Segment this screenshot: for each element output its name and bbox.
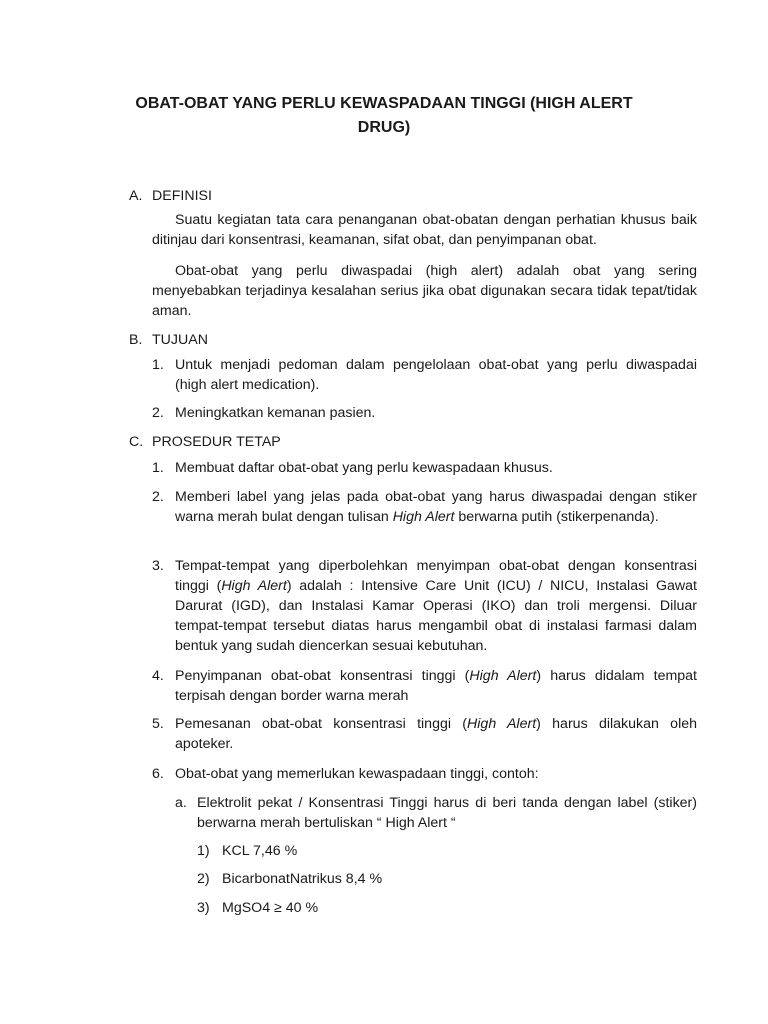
list-item-text: Obat-obat yang memerlukan kewaspadaan tinggi, contoh: xyxy=(175,766,539,782)
section-b-title: TUJUAN xyxy=(152,332,208,348)
list-number: 2. xyxy=(152,405,164,421)
list-number: 6. xyxy=(152,766,164,782)
sub-list-letter: a. xyxy=(175,795,187,811)
section-c-letter: C. xyxy=(129,434,144,450)
high-alert-emphasis: High Alert xyxy=(467,716,537,732)
list-number: 2. xyxy=(152,489,164,505)
list-item-text: Meningkatkan kemanan pasien. xyxy=(175,405,376,421)
high-alert-emphasis: High Alert xyxy=(469,668,537,684)
list-item-text: Memberi label yang jelas pada obat-obat yang harus diwaspadai dengan stiker warna merah bulat dengan tulisan High Alert berwarna putih (stikerpenanda). xyxy=(175,489,697,525)
list-item-text: Tempat-tempat yang diperbolehkan menyimpan obat-obat dengan konsentrasi tinggi (High Alert) adalah : Intensive Care Unit (ICU) / NICU, Instalasi Gawat Darurat (IGD), dan Instalasi Kamar Operasi (IKO) dan troli mergensi. Diluar tempat-tempat tersebut diatas harus mengambil obat di instalasi farmasi dalam bentuk yang sudah diencerkan sesuai kebutuhan. xyxy=(175,558,698,654)
example-number: 2) xyxy=(197,871,210,887)
high-alert-emphasis: High Alert xyxy=(221,578,287,594)
example-number: 1) xyxy=(197,843,210,859)
section-b-letter: B. xyxy=(129,332,143,348)
example-text: BicarbonatNatrikus 8,4 % xyxy=(222,871,383,887)
list-item-text: Membuat daftar obat-obat yang perlu kewaspadaan khusus. xyxy=(175,460,553,476)
definition-paragraph-2: Obat-obat yang perlu diwaspadai (high alert) adalah obat yang sering menyebabkan terjadinya kesalahan serius jika obat digunakan secara tidak tepat/tidak aman. xyxy=(152,263,697,319)
list-number: 3. xyxy=(152,558,164,574)
list-number: 1. xyxy=(152,357,164,373)
section-a-title: DEFINISI xyxy=(152,188,212,204)
section-a-letter: A. xyxy=(129,188,143,204)
list-item-text: Pemesanan obat-obat konsentrasi tinggi (High Alert) harus dilakukan oleh apoteker. xyxy=(175,716,698,752)
high-alert-emphasis: High Alert xyxy=(392,509,455,525)
section-c-title: PROSEDUR TETAP xyxy=(152,434,281,450)
example-text: KCL 7,46 % xyxy=(222,843,298,859)
list-number: 5. xyxy=(152,716,164,732)
sub-list-text: Elektrolit pekat / Konsentrasi Tinggi harus di beri tanda dengan label (stiker) berwarna merah bertuliskan “ High Alert “ xyxy=(197,795,697,831)
document-title: OBAT-OBAT YANG PERLU KEWASPADAAN TINGGI (HIGH ALERT DRUG) xyxy=(135,95,633,136)
list-item-text: Untuk menjadi pedoman dalam pengelolaan obat-obat yang perlu diwaspadai (high alert medication). xyxy=(175,357,697,393)
example-number: 3) xyxy=(197,900,210,916)
example-text: MgSO4 ≥ 40 % xyxy=(222,900,319,916)
list-item-text: Penyimpanan obat-obat konsentrasi tinggi (High Alert) harus didalam tempat terpisah dengan border warna merah xyxy=(175,668,698,704)
definition-paragraph-1: Suatu kegiatan tata cara penanganan obat-obatan dengan perhatian khusus baik ditinjau dari konsentrasi, keamanan, sifat obat, dan penyimpanan obat. xyxy=(152,212,697,248)
list-number: 1. xyxy=(152,460,164,476)
list-number: 4. xyxy=(152,668,164,684)
